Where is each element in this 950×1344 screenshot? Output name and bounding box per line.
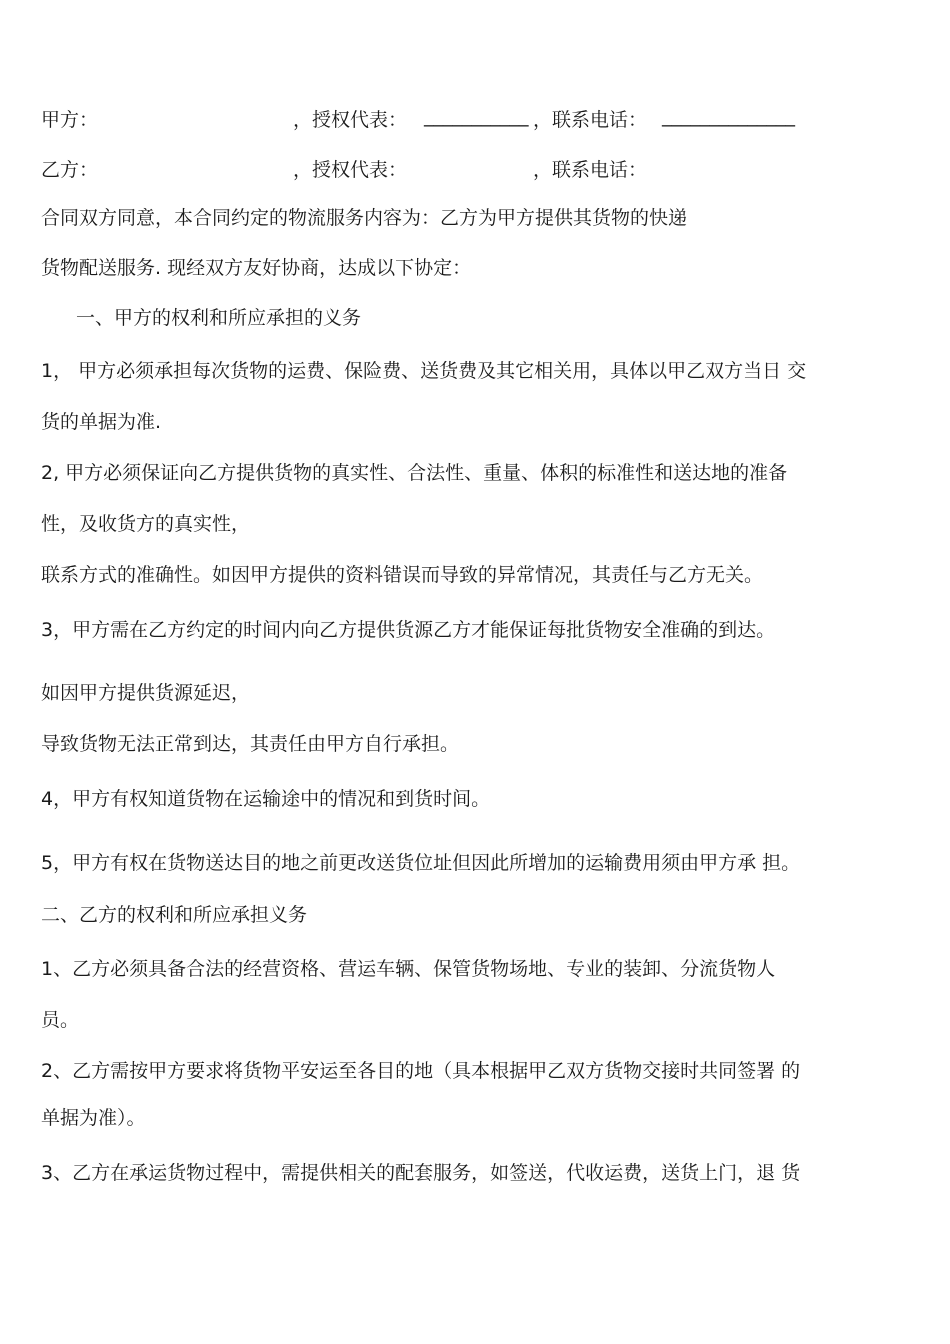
- section-2-line: 2、乙方需按甲方要求将货物平安运至各目的地（具本根据甲乙双方货物交接时共同签署 的: [41, 1060, 801, 1082]
- section-1-line: 1， 甲方必须承担每次货物的运费、保险费、送货费及其它相关用，具体以甲乙双方当日 交: [41, 360, 807, 382]
- party-a-phone-blank: ______________: [662, 105, 795, 127]
- section-1-line: 性，及收货方的真实性，: [41, 513, 251, 535]
- section-1-heading: 一、甲方的权利和所应承担的义务: [76, 307, 362, 329]
- section-2-line: 1、乙方必须具备合法的经营资格、营运车辆、保管货物场地、专业的装卸、分流货物人: [41, 958, 776, 980]
- party-b-rep-label: ，授权代表：: [293, 159, 408, 181]
- section-1-line: 货的单据为准.: [41, 411, 162, 433]
- section-1-line: 5，甲方有权在货物送达目的地之前更改送货位址但因此所增加的运输费用须由甲方承 担。: [41, 852, 801, 874]
- section-1-line: 4，甲方有权知道货物在运输途中的情况和到货时间。: [41, 788, 491, 810]
- party-a-label: 甲方：: [41, 109, 99, 131]
- section-2-line: 3、乙方在承运货物过程中，需提供相关的配套服务，如签送，代收运费，送货上门，退 货: [41, 1162, 801, 1184]
- section-1-line: 如因甲方提供货源延迟，: [41, 682, 251, 704]
- section-1-line: 联系方式的准确性。如因甲方提供的资料错误而导致的异常情况，其责任与乙方无关。: [41, 564, 764, 586]
- section-2-line: 单据为准）。: [41, 1107, 146, 1129]
- section-1-line: 3，甲方需在乙方约定的时间内向乙方提供货源乙方才能保证每批货物安全准确的到达。: [41, 619, 776, 641]
- party-b-label: 乙方：: [41, 159, 99, 181]
- section-1-line: 导致货物无法正常到达，其责任由甲方自行承担。: [41, 733, 460, 755]
- section-2-line: 员。: [41, 1009, 80, 1031]
- party-a-phone-label: ，联系电话：: [533, 109, 648, 131]
- party-b-phone-label: ，联系电话：: [533, 159, 648, 181]
- section-1-line: 2, 甲方必须保证向乙方提供货物的真实性、合法性、重量、体积的标准性和送达地的准备: [41, 462, 788, 484]
- intro-line-2: 货物配送服务. 现经双方友好协商，达成以下协定：: [41, 257, 472, 279]
- intro-line-1: 合同双方同意，本合同约定的物流服务内容为：乙方为甲方提供其货物的快递: [41, 207, 688, 229]
- section-2-heading: 二、乙方的权利和所应承担义务: [41, 904, 308, 926]
- party-a-rep-label: ，授权代表：: [293, 109, 408, 131]
- party-a-rep-blank: ___________: [424, 105, 529, 127]
